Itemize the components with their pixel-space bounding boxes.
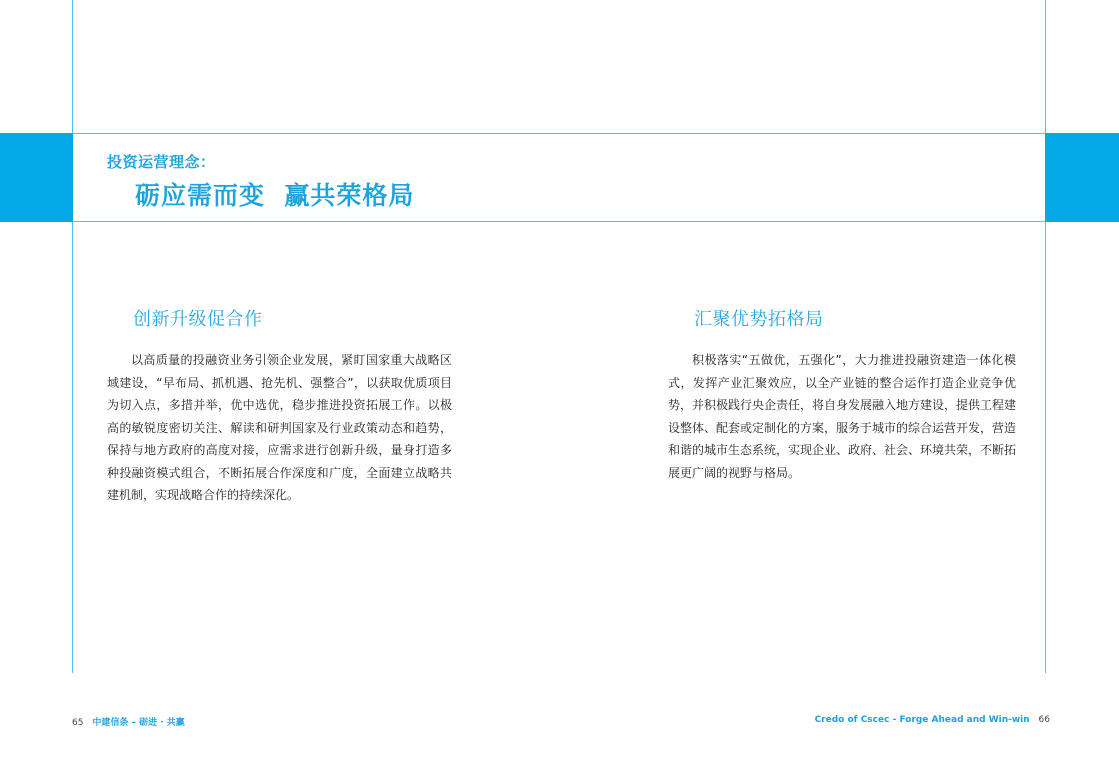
footer-right xyxy=(815,715,1050,725)
section-body: 积极落实“五做优，五强化”，大力推进投融资建造一体化模式，发挥产业汇聚效应，以全产业链的整合运作打造企业竞争优势，并积极践行央企责任，将自身发展融入地方建设，提供工程建设整体、配套或定制化的方案，服务于城市的综合运营开发，营造和谐的城市生态系统，实现企业、政府、社会、环境共荣，不断拓展更广阔的视野与格局。 xyxy=(668,353,1017,480)
header-label: 投资运营理念： xyxy=(107,153,216,171)
left-accent-block xyxy=(0,133,73,222)
footer-title-left: 中建信条 – 砺进 · 共赢 xyxy=(92,718,185,728)
header-bottom-rule xyxy=(72,221,1046,222)
page-number-left: 65 xyxy=(72,718,84,728)
section-advantage xyxy=(668,305,1016,484)
header-top-rule xyxy=(72,133,1046,134)
section-title: 汇聚优势拓格局 xyxy=(694,309,824,330)
footer-left xyxy=(72,715,185,728)
section-innovation xyxy=(107,305,452,507)
right-margin-rule xyxy=(1045,0,1046,673)
left-margin-rule xyxy=(72,0,73,673)
right-accent-block xyxy=(1045,133,1119,222)
section-title: 创新升级促合作 xyxy=(133,309,263,330)
footer-title-right: Credo of Cscec - Forge Ahead and Win-win xyxy=(814,715,1030,725)
section-body: 以高质量的投融资业务引领企业发展，紧盯国家重大战略区域建设，“早布局、抓机遇、抢先机、强整合”，以获取优质项目为切入点，多措并举，优中选优，稳步推进投资拓展工作。以极高的敏锐度密切关注、解读和研判国家及行业政策动态和趋势，保持与地方政府的高度对接，应需求进行创新升级，量身打造多种投融资模式组合，不断拓展合作深度和广度，全面建立战略共建机制，实现战略合作的持续深化。 xyxy=(107,353,452,502)
header-slogan: 砺应需而变 赢共荣格局 xyxy=(135,181,415,210)
page-number-right: 66 xyxy=(1038,715,1050,725)
